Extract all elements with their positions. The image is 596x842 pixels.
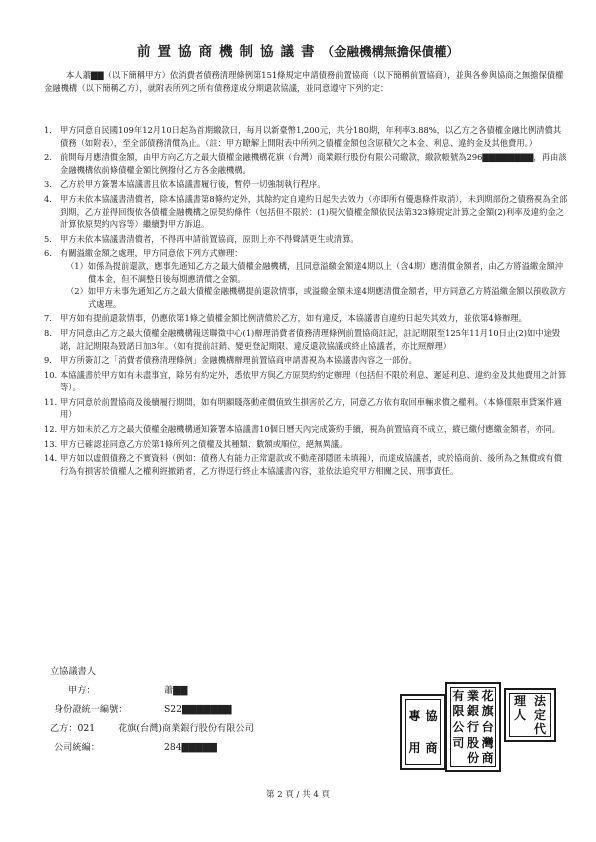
clause-item (44, 233, 568, 246)
clause-text: 前開每月應清償金額，由甲方向乙方之最大債權金融機構花旗（台灣）商業銀行股份有限公司繳款，繳款帳號為296▇▇▇▇▇▇▇▇，再由該金融機構依前條債權金額比例撥付乙方各金融機構。 (60, 152, 567, 175)
clause-text: 甲方未依本協議書清償者，除本協議書第8條約定外，其餘約定自違約日起失去效力（亦即所有優惠條件取消），未到期部份之債務視為全部到期，乙方並得回復依各債權金融機構之原契約條件（包括但不限於：(1)現欠債權金額依民法第323條規定計算之金額(2)利率及違約金之計算依原契約內容等）繼續對甲方訴追。 (60, 193, 568, 230)
clause-item (44, 423, 568, 436)
document-title (0, 40, 596, 60)
clause-number: 7. (44, 313, 52, 324)
signature-block (50, 662, 254, 757)
clause-text: 甲方所簽訂之「消費者債務清理條例」金融機構辦理前置協商申請書視為本協議書內容之一部份。 (60, 355, 417, 366)
clause-item (44, 247, 568, 310)
clause-item (44, 354, 568, 367)
clause-number: 13. (44, 438, 58, 449)
clause-item (44, 312, 568, 325)
clause-item (44, 369, 568, 394)
clause-number: 4. (44, 193, 52, 204)
clause-text: 甲方同意由乙方之最大債權金融機構報送聯徵中心(1)辦理消費者債務清理條例前置協商註記，註記期限至125年11月10日止(2)如中途毀諾，註記期限為毀諾日加3年。（如有提前註銷、變更登記期限、違反還款協議或終止協議者，亦比照辦理） (60, 327, 561, 351)
clause-number: 3. (44, 179, 52, 190)
intro-paragraph: 本人蕭▇▇（以下簡稱甲方）依消費者債務清理條例第151條規定申請債務前置協商（以下簡稱前置協商），並與各參與協商之無擔保債權金融機構（以下簡稱乙方），就附表所列之所有債務達成分期還款協議，並同意遵守下列約定： (44, 70, 564, 93)
id-value: S22▇▇▇▇▇▇▇ (164, 704, 232, 715)
clause-sub-item: （1）如係為提前還款，應事先通知乙方之最大債權金融機構，且同意溢繳金額達4期以上（含4期）應清償金額者，由乙方將溢繳金額沖償本金，但不調整日後每期應清償之金額。 (66, 260, 564, 284)
clause-number: 2. (44, 152, 52, 163)
company-id-label: 公司統編： (54, 742, 100, 753)
party-b-value: 花旗(台灣)商業銀行股份有限公司 (118, 723, 254, 734)
clause-item (44, 193, 568, 231)
clause-list (44, 124, 568, 479)
clause-item (44, 438, 568, 451)
clause-item (44, 178, 568, 191)
clause-number: 1. (44, 125, 52, 135)
negotiation-stamp: 協 商 專 用 (400, 694, 446, 770)
clause-item (44, 151, 568, 176)
signature-heading: 立協議書人 (50, 666, 96, 677)
clause-number: 5. (44, 233, 52, 244)
clause-item (44, 452, 568, 477)
company-seal-stamp: 花 旗 台 灣 商 業 銀 行 股 份 有 限 公 司 (445, 682, 501, 772)
clause-text: 乙方於甲方簽署本協議書且依本協議書履行後，暫停一切強制執行程序。 (60, 179, 326, 190)
clause-text: 甲方如未於乙方之最大債權金融機構通知簽署本協議書10個日曆天內完成簽約手續，視為前置協商不成立，縱已繳付應繳金額者，亦同。 (60, 424, 561, 435)
title-subtitle: （金融機構無擔保債權） (321, 44, 459, 59)
party-b-label: 乙方：021 (50, 723, 96, 734)
representative-seal-stamp: 法 定 代 理 人 (504, 688, 556, 742)
clause-number: 6. (44, 248, 52, 259)
clause-number: 10. (44, 369, 58, 380)
clause-text: 甲方同意自民國109年12月10日起為首期繳款日，每月以新臺幣1,200元，共分180期，年利率3.88%，以乙方之各債權金融比例清償其債務（如附表），至全部債務清償為止。（註：甲方瞭解上開附表中所列之債權金額包含原積欠之本金、利息、違約金及其他費用。） (60, 125, 562, 148)
clause-text: 有關溢繳金額之處理，甲方同意依下列方式辦理： (60, 248, 243, 259)
clause-item (44, 327, 568, 352)
clause-text: 甲方已確認並同意乙方於第1條所列之債權及其種類、數額或順位，絕無異議。 (60, 438, 348, 449)
clause-text: 甲方未依本協議書清償者，不得再申請前置協商，原則上亦不得聲請更生或清算。 (60, 233, 359, 244)
clause-item (44, 124, 568, 149)
clause-number: 12. (44, 424, 58, 435)
clause-number: 14. (44, 453, 58, 464)
clause-sub-item: （2）如甲方未事先通知乙方之最大債權金融機構提前還款情事，或溢繳金額未達4期應清償金額者，甲方同意乙方將溢繳金額以預收款方式處理。 (66, 286, 567, 309)
page-number: 第 2 頁 / 共 4 頁 (266, 790, 330, 800)
clause-number: 9. (44, 355, 52, 366)
clause-text: 本協議書於甲方如有未盡事宜，除另有約定外，悉依甲方與乙方原契約約定辦理（包括但不限於利息、遲延利息、違約金及其他費用之計算等）。 (60, 369, 567, 393)
clause-text: 甲方如有提前還款情事，仍應依第1條之債權金額比例清償於乙方，如有違反，本協議書自違約日起失其效力，並依第4條辦理。 (60, 313, 527, 324)
clause-item (44, 396, 568, 421)
title-main: 前置協商機制協議書 (136, 44, 322, 60)
clause-text: 甲方如以虛假債務之不實資料（例如：債務人有能力正常還款或不動產卻隱匿未填報），而達成協議者，或於協商前、後所為之無償或有償行為有損害於債權人之權利經撤銷者，乙方得逕行終止本協議書內容，並依法追究甲方相關之民、刑事責任。 (60, 453, 562, 476)
clause-text: 甲方同意於前置協商及後續履行期間，如有明顯賤落動產價值致生損害於乙方，同意乙方依有取回車輛求償之權利。（本條僅限車貸案件適用） (60, 396, 562, 420)
clause-number: 8. (44, 327, 52, 338)
company-id-value: 284▇▇▇▇▇ (164, 742, 217, 753)
party-a-label: 甲方： (68, 685, 96, 696)
id-label: 身份證統一編號： (54, 704, 128, 715)
party-a-value: 蕭▇▇ (164, 685, 188, 696)
clause-number: 11. (44, 396, 58, 407)
